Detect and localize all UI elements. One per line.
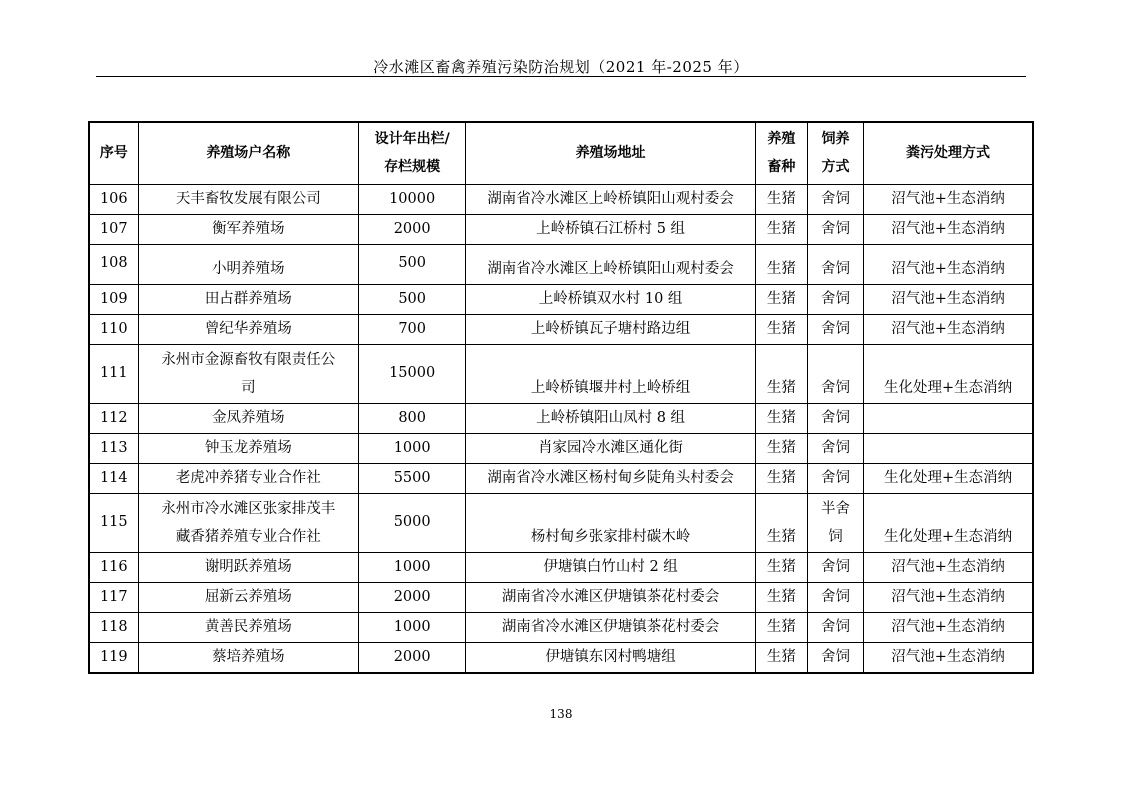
cell-species: 生猪 <box>755 214 807 244</box>
cell-name: 天丰畜牧发展有限公司 <box>138 184 358 214</box>
cell-no: 117 <box>89 582 138 612</box>
cell-feeding: 舍饲 <box>807 244 863 284</box>
cell-species: 生猪 <box>755 612 807 642</box>
cell-name-line2: 藏香猪养殖专业合作社 <box>175 528 321 545</box>
cell-scale: 500 <box>359 244 466 284</box>
cell-no: 110 <box>89 314 138 344</box>
document-header-title: 冷水滩区畜禽养殖污染防治规划（2021 年-2025 年） <box>373 58 749 76</box>
table-row <box>89 284 1033 314</box>
cell-species: 生猪 <box>755 552 807 582</box>
cell-name-line2: 司 <box>241 379 256 396</box>
cell-no: 116 <box>89 552 138 582</box>
cell-address: 上岭桥镇阳山凤村 8 组 <box>466 403 756 433</box>
cell-feeding: 舍饲 <box>807 344 863 403</box>
cell-name-line1: 永州市金源畜牧有限责任公 <box>161 351 336 368</box>
cell-scale: 10000 <box>359 184 466 214</box>
cell-feeding: 舍饲 <box>807 314 863 344</box>
cell-name <box>138 493 358 552</box>
cell-name: 黄善民养殖场 <box>138 612 358 642</box>
cell-scale: 700 <box>359 314 466 344</box>
cell-name: 小明养殖场 <box>138 244 358 284</box>
cell-no: 106 <box>89 184 138 214</box>
cell-feeding: 舍饲 <box>807 403 863 433</box>
cell-scale: 2000 <box>359 214 466 244</box>
cell-address: 上岭桥镇瓦子塘村路边组 <box>466 314 756 344</box>
table-row <box>89 552 1033 582</box>
cell-name: 谢明跃养殖场 <box>138 552 358 582</box>
table-row <box>89 184 1033 214</box>
cell-scale: 1000 <box>359 552 466 582</box>
cell-waste <box>864 433 1033 463</box>
cell-no: 112 <box>89 403 138 433</box>
cell-scale: 5000 <box>359 493 466 552</box>
col-header-species <box>755 122 807 184</box>
cell-waste: 沼气池+生态消纳 <box>864 314 1033 344</box>
cell-no: 113 <box>89 433 138 463</box>
cell-no: 114 <box>89 463 138 493</box>
col-header-feeding-line2: 方式 <box>821 159 850 176</box>
table-row <box>89 493 1033 552</box>
cell-waste: 沼气池+生态消纳 <box>864 284 1033 314</box>
cell-species: 生猪 <box>755 433 807 463</box>
cell-waste: 沼气池+生态消纳 <box>864 214 1033 244</box>
cell-waste: 沼气池+生态消纳 <box>864 552 1033 582</box>
cell-name: 屈新云养殖场 <box>138 582 358 612</box>
cell-scale: 500 <box>359 284 466 314</box>
cell-waste: 沼气池+生态消纳 <box>864 612 1033 642</box>
col-header-scale-line2: 存栏规模 <box>384 159 441 176</box>
cell-waste <box>864 403 1033 433</box>
table-row <box>89 403 1033 433</box>
page-number: 138 <box>549 707 573 721</box>
col-header-species-line2: 畜种 <box>767 159 796 176</box>
cell-address: 杨村甸乡张家排村碳木岭 <box>466 493 756 552</box>
cell-feeding-line2: 饲 <box>828 528 843 545</box>
cell-no: 119 <box>89 642 138 673</box>
cell-no: 109 <box>89 284 138 314</box>
cell-address: 湖南省冷水滩区杨村甸乡陡角头村委会 <box>466 463 756 493</box>
cell-no: 111 <box>89 344 138 403</box>
col-header-feeding <box>807 122 863 184</box>
cell-waste: 生化处理+生态消纳 <box>864 344 1033 403</box>
cell-feeding: 舍饲 <box>807 284 863 314</box>
cell-address: 湖南省冷水滩区上岭桥镇阳山观村委会 <box>466 184 756 214</box>
cell-address: 上岭桥镇石江桥村 5 组 <box>466 214 756 244</box>
cell-feeding <box>807 493 863 552</box>
cell-scale: 2000 <box>359 642 466 673</box>
cell-name <box>138 344 358 403</box>
cell-no: 118 <box>89 612 138 642</box>
cell-feeding: 舍饲 <box>807 433 863 463</box>
cell-feeding: 舍饲 <box>807 582 863 612</box>
cell-no: 108 <box>89 244 138 284</box>
table-row <box>89 612 1033 642</box>
cell-feeding: 舍饲 <box>807 463 863 493</box>
cell-species: 生猪 <box>755 582 807 612</box>
cell-species: 生猪 <box>755 344 807 403</box>
col-header-address: 养殖场地址 <box>466 122 756 184</box>
col-header-no: 序号 <box>89 122 138 184</box>
table-row <box>89 244 1033 284</box>
col-header-waste: 粪污处理方式 <box>864 122 1033 184</box>
cell-scale: 2000 <box>359 582 466 612</box>
cell-no: 107 <box>89 214 138 244</box>
cell-species: 生猪 <box>755 493 807 552</box>
cell-species: 生猪 <box>755 244 807 284</box>
cell-name: 蔡培养殖场 <box>138 642 358 673</box>
col-header-feeding-line1: 饲养 <box>821 131 850 148</box>
cell-name: 曾纪华养殖场 <box>138 314 358 344</box>
cell-name: 老虎冲养猪专业合作社 <box>138 463 358 493</box>
col-header-name: 养殖场户名称 <box>138 122 358 184</box>
cell-waste: 沼气池+生态消纳 <box>864 582 1033 612</box>
cell-feeding: 舍饲 <box>807 612 863 642</box>
table-row <box>89 214 1033 244</box>
cell-no: 115 <box>89 493 138 552</box>
cell-feeding: 舍饲 <box>807 214 863 244</box>
cell-address: 上岭桥镇双水村 10 组 <box>466 284 756 314</box>
table-row <box>89 582 1033 612</box>
table-row <box>89 463 1033 493</box>
cell-species: 生猪 <box>755 184 807 214</box>
cell-address: 湖南省冷水滩区上岭桥镇阳山观村委会 <box>466 244 756 284</box>
col-header-species-line1: 养殖 <box>767 131 796 148</box>
cell-species: 生猪 <box>755 314 807 344</box>
cell-waste: 沼气池+生态消纳 <box>864 244 1033 284</box>
cell-name: 金凤养殖场 <box>138 403 358 433</box>
cell-address: 上岭桥镇堰井村上岭桥组 <box>466 344 756 403</box>
cell-scale: 1000 <box>359 612 466 642</box>
cell-feeding: 舍饲 <box>807 552 863 582</box>
table-row <box>89 642 1033 673</box>
cell-address: 湖南省冷水滩区伊塘镇茶花村委会 <box>466 582 756 612</box>
farm-table <box>88 121 1034 674</box>
col-header-scale <box>359 122 466 184</box>
cell-waste: 沼气池+生态消纳 <box>864 642 1033 673</box>
cell-feeding: 舍饲 <box>807 642 863 673</box>
table-row <box>89 344 1033 403</box>
cell-name: 田占群养殖场 <box>138 284 358 314</box>
cell-scale: 5500 <box>359 463 466 493</box>
cell-scale: 1000 <box>359 433 466 463</box>
cell-species: 生猪 <box>755 642 807 673</box>
cell-waste: 沼气池+生态消纳 <box>864 184 1033 214</box>
table-row <box>89 314 1033 344</box>
cell-address: 伊塘镇东冈村鸭塘组 <box>466 642 756 673</box>
table-header-row <box>89 122 1033 184</box>
table-row <box>89 433 1033 463</box>
cell-scale: 800 <box>359 403 466 433</box>
cell-waste: 生化处理+生态消纳 <box>864 463 1033 493</box>
cell-species: 生猪 <box>755 463 807 493</box>
cell-name: 衡军养殖场 <box>138 214 358 244</box>
cell-scale: 15000 <box>359 344 466 403</box>
cell-waste: 生化处理+生态消纳 <box>864 493 1033 552</box>
cell-name-line1: 永州市冷水滩区张家排茂丰 <box>161 500 336 517</box>
cell-species: 生猪 <box>755 284 807 314</box>
col-header-scale-line1: 设计年出栏/ <box>374 131 450 148</box>
cell-species: 生猪 <box>755 403 807 433</box>
cell-feeding-line1: 半舍 <box>821 500 851 517</box>
cell-name: 钟玉龙养殖场 <box>138 433 358 463</box>
cell-address: 湖南省冷水滩区伊塘镇茶花村委会 <box>466 612 756 642</box>
cell-address: 肖家园冷水滩区通化街 <box>466 433 756 463</box>
header-divider <box>96 76 1026 77</box>
cell-address: 伊塘镇白竹山村 2 组 <box>466 552 756 582</box>
cell-feeding: 舍饲 <box>807 184 863 214</box>
